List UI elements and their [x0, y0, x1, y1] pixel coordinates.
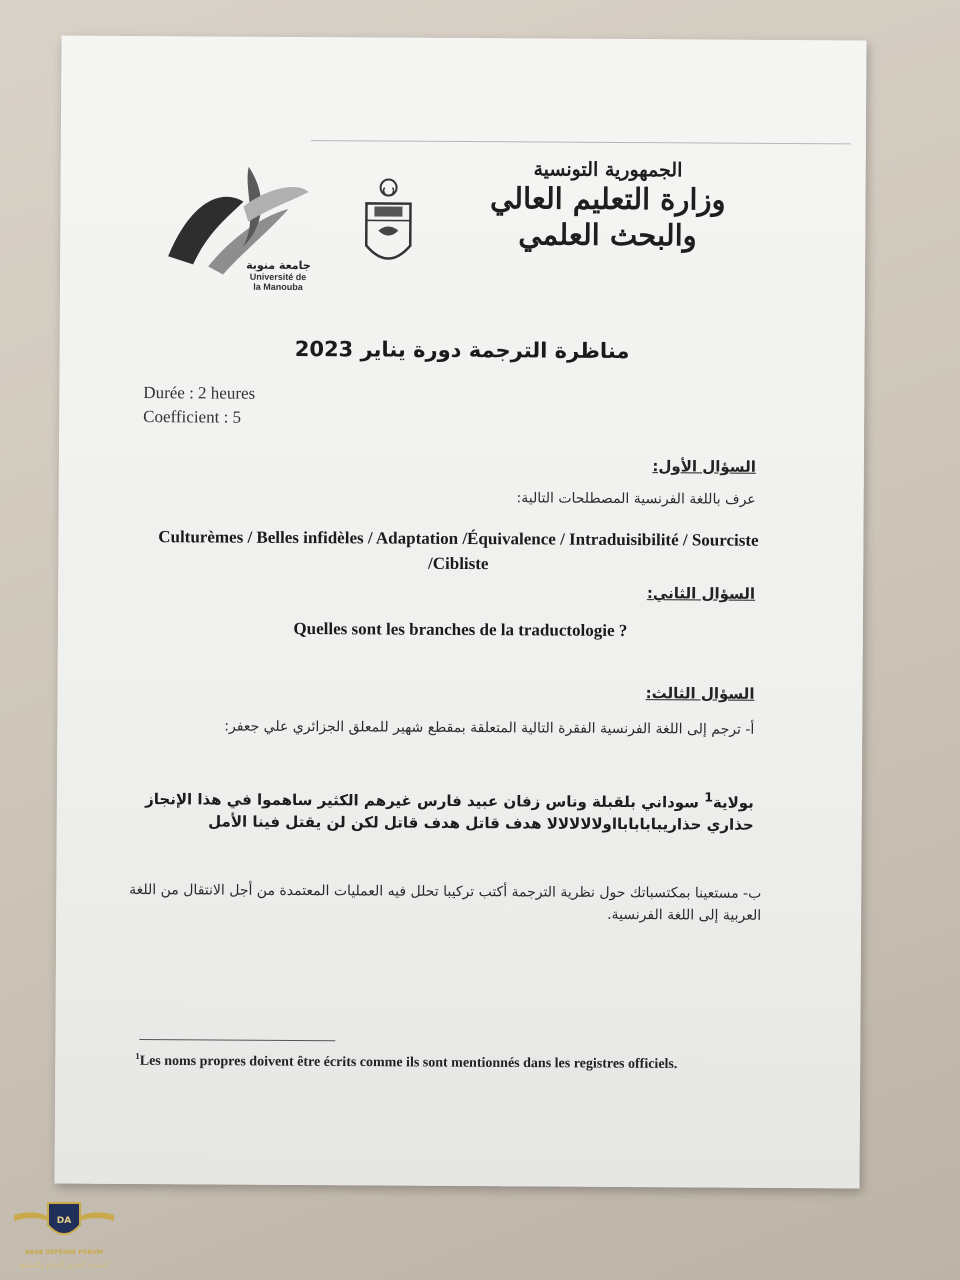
- footnote-mark: 1: [135, 1051, 140, 1062]
- exam-title: مناظرة الترجمة دورة يناير 2023: [294, 336, 630, 364]
- q2-heading: السؤال الثاني:: [646, 584, 756, 603]
- university-logo: [148, 146, 319, 292]
- q3-part-a: أ- ترجم إلى اللغة الفرنسية الفقرة التالية المتعلقة بمقطع شهير للمعلق الجزائري علي جعفر:: [224, 718, 755, 738]
- q2-question: Quelles sont les branches de la traductologie ?: [293, 618, 628, 641]
- exam-sheet: [55, 36, 867, 1189]
- q1-instruction: عرف باللغة الفرنسية المصطلحات التالية:: [516, 490, 756, 508]
- exam-meta: [143, 381, 255, 430]
- footnote: [135, 1046, 735, 1075]
- forum-name-en: ARAB DEFENSE FORUM: [24, 1249, 104, 1256]
- forum-name-ar: المنتدى العربي للدفاع والتسليح: [19, 1261, 109, 1269]
- q3-part-b: ب- مستعينا بمكتسباتك حول نظرية الترجمة أكتب تركيبا تحلل فيه العمليات المعتمدة من أجل الانتقال من اللغة العربية إلى اللغة الفرنسية.: [129, 881, 762, 924]
- q3-passage-footnote-mark: 1: [704, 789, 713, 805]
- university-name-fr: Université de la Manouba: [249, 271, 307, 292]
- q1-heading: السؤال الأول:: [652, 457, 756, 476]
- ministry-line-2: والبحث العلمي: [518, 217, 697, 253]
- ministry-header: [490, 158, 726, 254]
- q3-heading: السؤال الثالث:: [645, 684, 755, 703]
- university-name-ar: جامعة منوبة: [246, 258, 311, 273]
- q3-passage-start: بولاية: [712, 793, 754, 812]
- q3-passage: [134, 783, 754, 836]
- exam-coefficient: Coefficient : 5: [143, 407, 242, 427]
- forum-badge-text: DA: [56, 1216, 72, 1226]
- exam-duration: Durée : 2 heures: [143, 383, 256, 403]
- tunisia-coat-of-arms-icon: [360, 175, 417, 275]
- footnote-rule: [139, 1039, 335, 1041]
- header-rule: [311, 140, 851, 144]
- forum-shield-icon: [4, 1195, 124, 1255]
- q1-terms: Culturèmes / Belles infidèles / Adaptation /Équivalence / Intraduisibilité / Sourciste /Cibliste: [158, 527, 759, 574]
- republic-label: الجمهورية التونسية: [533, 158, 683, 182]
- forum-watermark: [4, 1195, 124, 1280]
- ministry-line-1: وزارة التعليم العالي: [489, 181, 726, 217]
- footnote-text: Les noms propres doivent être écrits comme ils sont mentionnés dans les registres officiels.: [139, 1053, 678, 1072]
- q3-passage-rest: سوداني بلقبلة وناس زفان عبيد فارس غيرهم الكثير ساهموا في هذا الإنجاز حذاري حذاريبابابابااولالالالالا هدف قاتل هدف قاتل لكن لن يقتل فينا الأمل: [145, 790, 754, 834]
